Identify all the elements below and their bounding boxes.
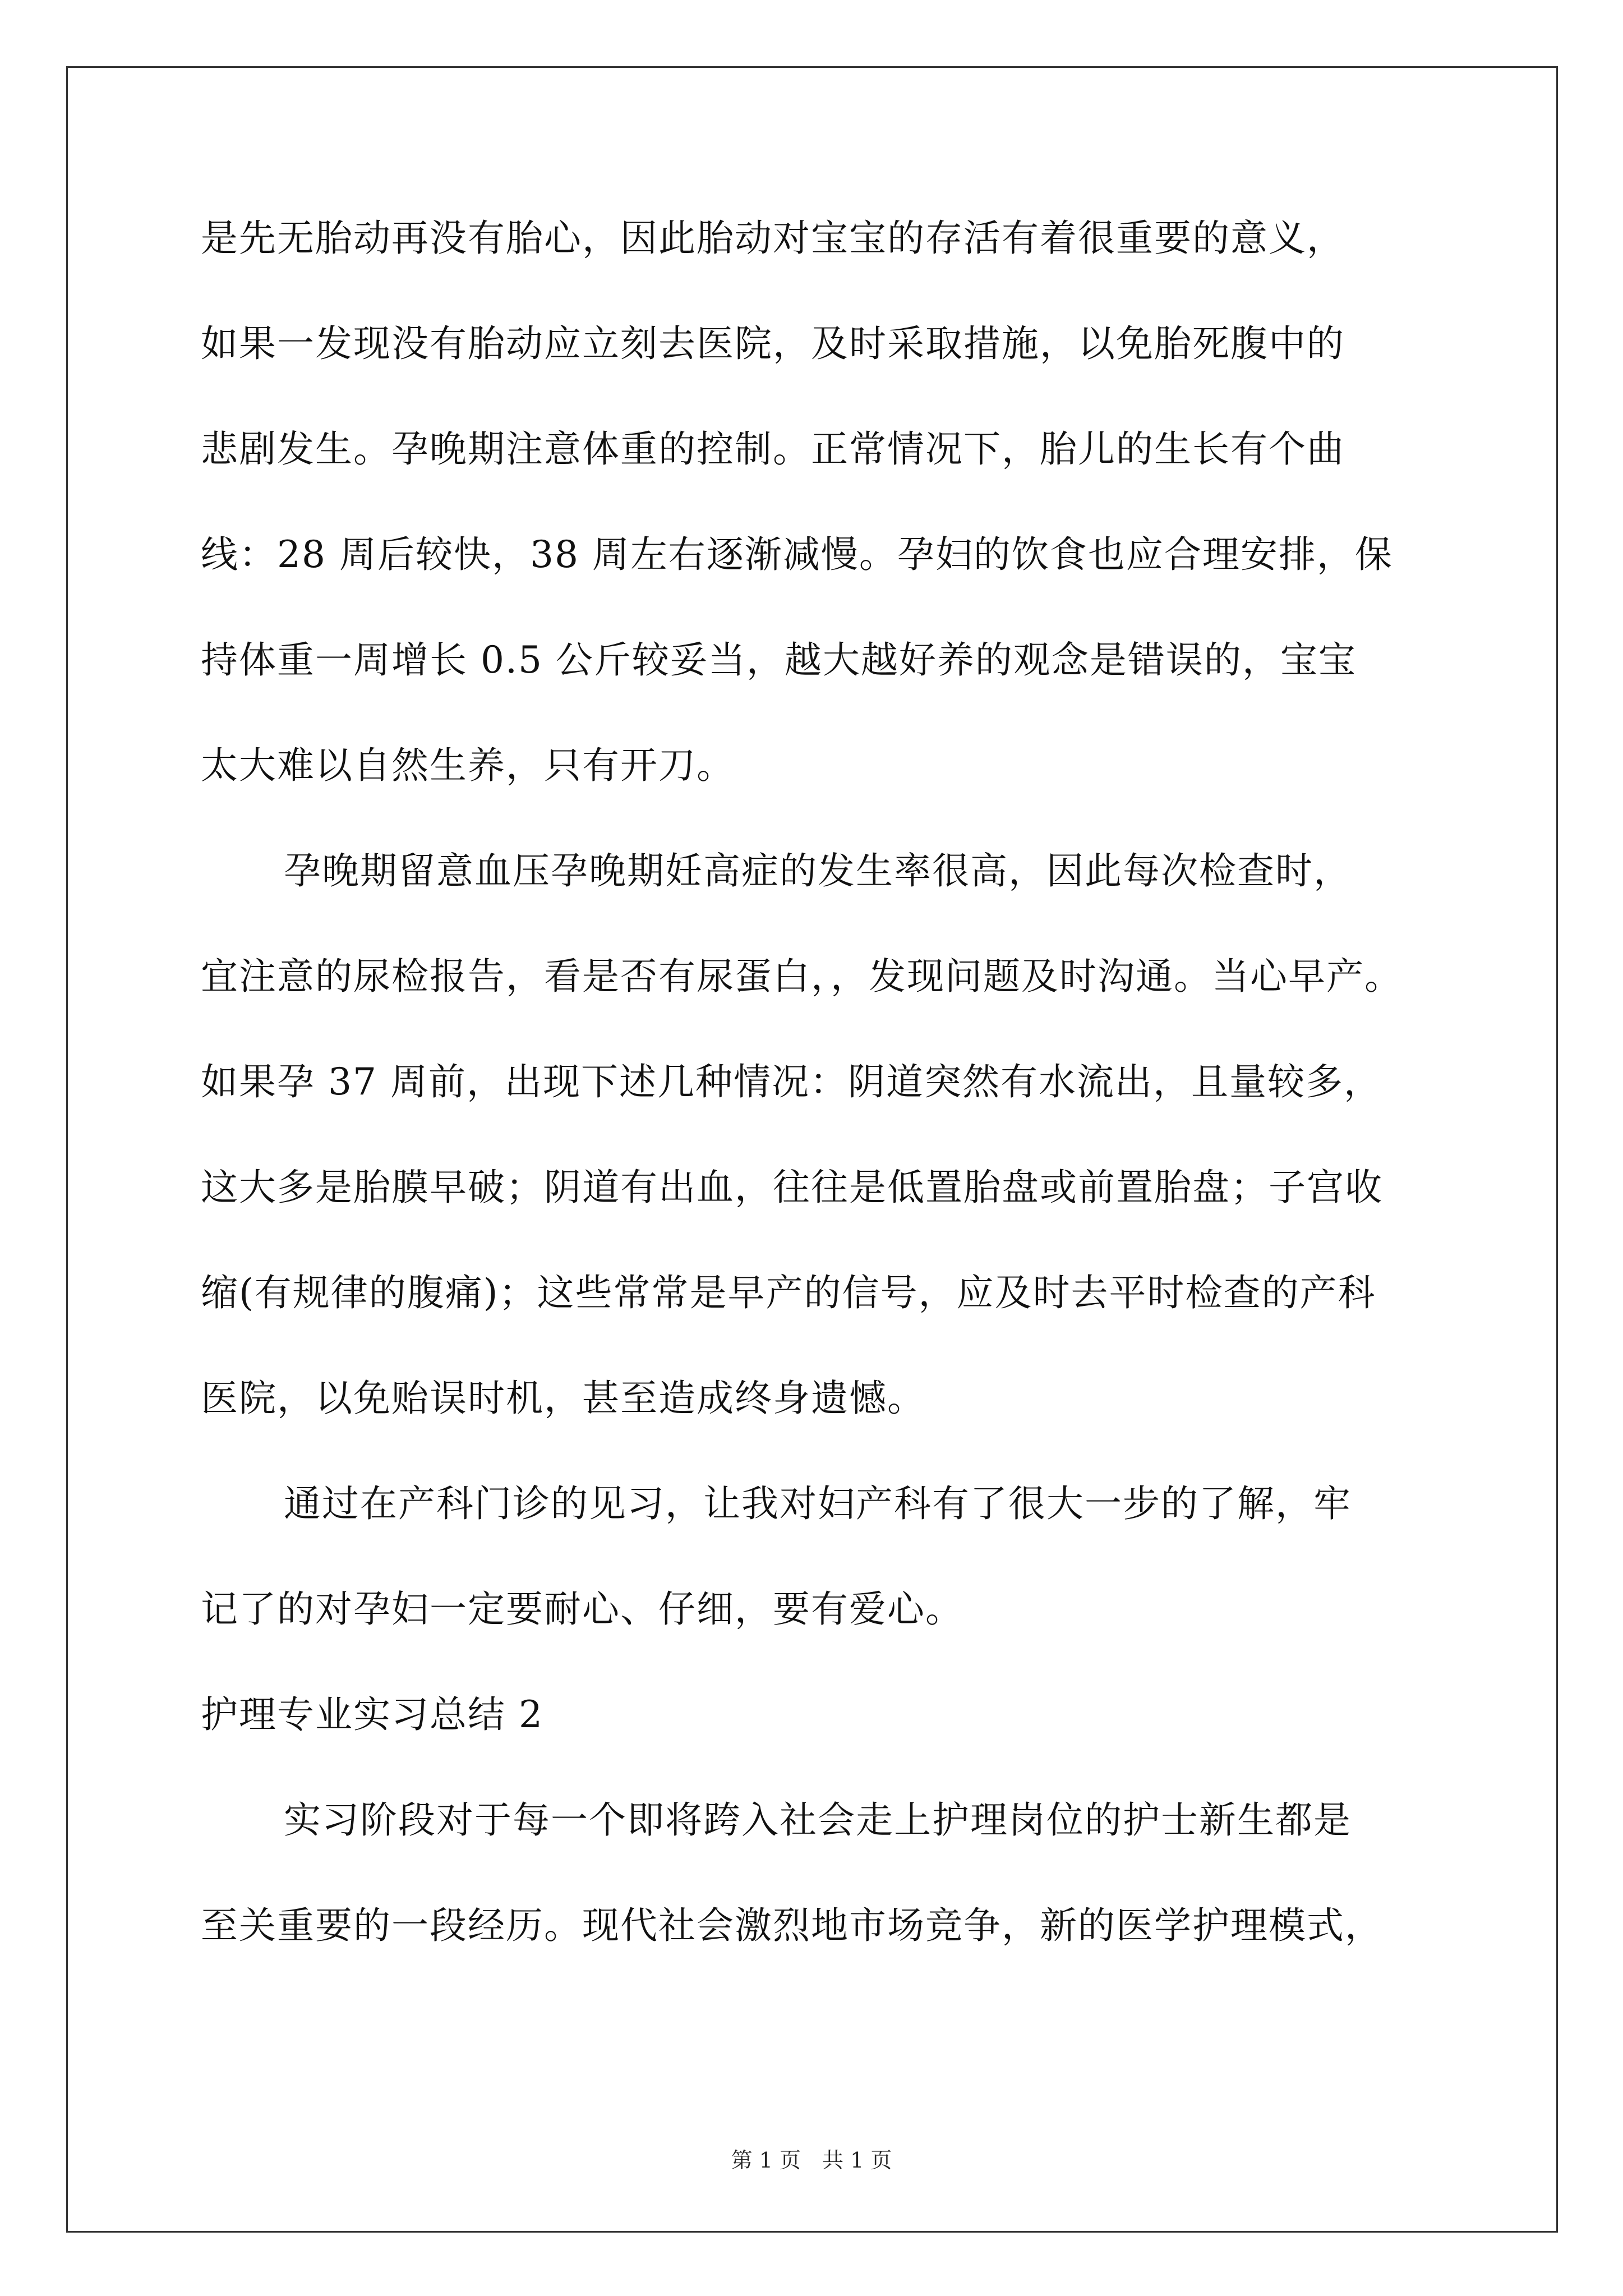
paragraph-line: 线：28 周后较快，38 周左右逐渐减慢。孕妇的饮食也应合理安排，保 <box>201 533 1393 576</box>
page-number: 第 1 页 共 1 页 <box>731 2148 892 2173</box>
paragraph-line: 如果孕 37 周前，出现下述几种情况：阴道突然有水流出，且量较多， <box>201 1060 1382 1103</box>
paragraph-line: 通过在产科门诊的见习，让我对妇产科有了很大一步的了解，牢 <box>284 1482 1352 1525</box>
paragraph-line: 至关重要的一段经历。现代社会激烈地市场竞争，新的医学护理模式， <box>201 1904 1383 1947</box>
paragraph-line: 记了的对孕妇一定要耐心、仔细，要有爱心。 <box>201 1588 963 1631</box>
paragraph-line: 是先无胎动再没有胎心，因此胎动对宝宝的存活有着很重要的意义， <box>201 217 1345 260</box>
paragraph-line: 如果一发现没有胎动应立刻去医院，及时采取措施，以免胎死腹中的 <box>201 322 1345 365</box>
paragraph-line: 孕晚期留意血压孕晚期妊高症的发生率很高，因此每次检查时， <box>284 849 1352 892</box>
paragraph-line: 宜注意的尿检报告，看是否有尿蛋白，，发现问题及时沟通。当心早产。 <box>201 955 1403 998</box>
paragraph-line: 太大难以自然生养，只有开刀。 <box>201 744 735 787</box>
section-heading: 护理专业实习总结 2 <box>201 1693 543 1736</box>
paragraph-line: 这大多是胎膜早破；阴道有出血，往往是低置胎盘或前置胎盘；子宫收 <box>201 1166 1383 1209</box>
paragraph-line: 医院，以免贻误时机，甚至造成终身遗憾。 <box>201 1377 925 1420</box>
paragraph-line: 缩(有规律的腹痛)；这些常常是早产的信号，应及时去平时检查的产科 <box>201 1271 1376 1314</box>
paragraph-line: 悲剧发生。孕晚期注意体重的控制。正常情况下，胎儿的生长有个曲 <box>201 427 1345 471</box>
paragraph-line: 持体重一周增长 0.5 公斤较妥当，越大越好养的观念是错误的，宝宝 <box>201 638 1357 682</box>
paragraph-line: 实习阶段对于每一个即将跨入社会走上护理岗位的护士新生都是 <box>284 1798 1352 1842</box>
